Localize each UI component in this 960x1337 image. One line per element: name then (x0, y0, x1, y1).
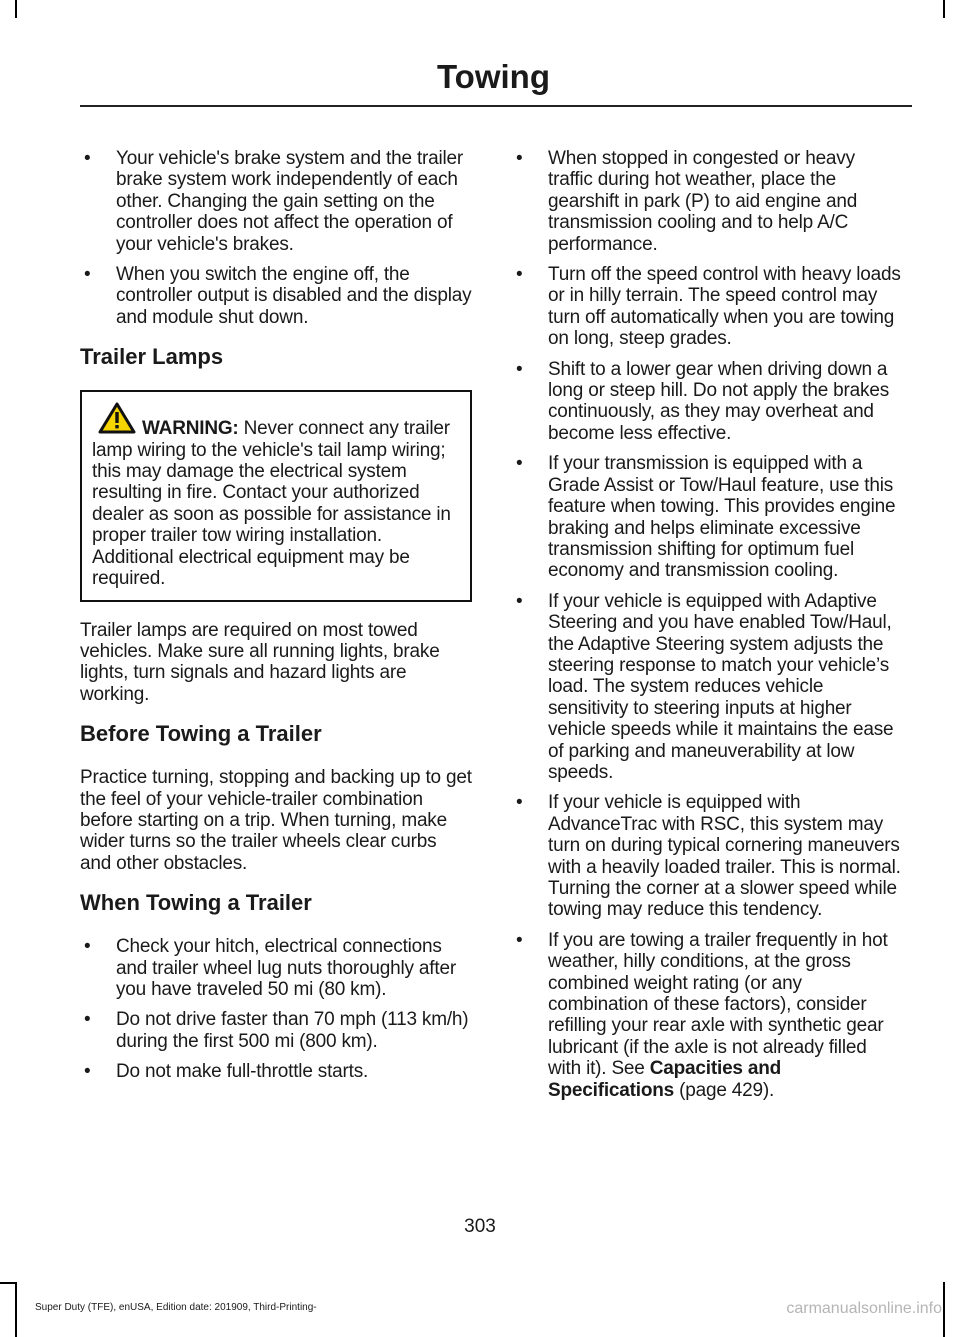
bullet-icon: • (516, 590, 523, 612)
warning-label: WARNING: (142, 418, 239, 440)
cross-reference-link[interactable]: Capacities and Specifications (548, 1058, 782, 1101)
list-item: • Your vehicle's brake system and the trailer brake system work independently of each other. Changing the gain setting on the controller does not affect the operation of your vehicle's brakes. (84, 148, 464, 255)
warning-box (80, 390, 472, 601)
bullet-icon: • (84, 264, 91, 286)
list-item: • If your vehicle is equipped with Adaptive Steering and you have enabled Tow/Haul, the Adaptive Steering system adjusts the steering response to match your vehicle’s load. The system reduces vehicle sensitivity to steering inputs at higher vehicle speeds while it maintains the ease of parking and maneuverability at low speeds. (516, 590, 894, 783)
list-item: • When you switch the engine off, the controller output is disabled and the display and module shut down. (84, 264, 472, 328)
bullet-list-when-towing (80, 936, 472, 1082)
paragraph-before-towing: Practice turning, stopping and backing up to get the feel of your vehicle-trailer combination before starting on a trip. When turning, make wider turns so the trailer wheels clear curbs and other obstacles. (80, 767, 472, 874)
paragraph-trailer-lamps: Trailer lamps are required on most towed vehicles. Make sure all running lights, brake lights, turn signals and hazard lights are working. (80, 619, 440, 705)
crop-mark-top-right-v (943, 0, 945, 18)
left-column (80, 148, 472, 1092)
bullet-icon: • (516, 792, 523, 814)
list-item: • Do not drive faster than 70 mph (113 km/h) during the first 500 mi (800 km). (84, 1009, 469, 1052)
bullet-list-top (80, 148, 472, 328)
footer-edition-info: Super Duty (TFE), enUSA, Edition date: 201909, Third-Printing- (35, 1302, 317, 1313)
section-heading-when-towing: When Towing a Trailer (80, 890, 312, 916)
list-item: • If your vehicle is equipped with AdvanceTrac with RSC, this system may turn on during typical cornering maneuvers with a heavily loaded trailer. This is normal. Turning the corner at a slower speed while towing may reduce this tendency. (516, 792, 901, 921)
list-item: • If your transmission is equipped with a Grade Assist or Tow/Haul feature, use this feature when towing. This provides engine braking and helps eliminate excessive transmission shifting for optimum fuel economy and transmission cooling. (516, 453, 896, 582)
bullet-icon: • (516, 929, 523, 951)
crop-mark-bottom-left-h (0, 1282, 17, 1284)
crop-mark-top-left-v (15, 0, 17, 18)
list-item: • If you are towing a trailer frequently in hot weather, hilly conditions, at the gross combined weight rating (or any combination of these factors), consider refilling your rear axle with synthetic gear lubricant (if the axle is not already filled with it). See Capacities and Specifications (page 429). (516, 929, 888, 1101)
bullet-list-right (512, 148, 904, 1101)
page-title: Towing (436, 58, 550, 95)
warning-triangle-icon (98, 402, 136, 439)
list-item: • When stopped in congested or heavy traffic during hot weather, place the gearshift in park (P) to aid engine and transmission cooling and to help A/C performance. (516, 148, 858, 255)
section-heading-trailer-lamps: Trailer Lamps (80, 344, 224, 370)
bullet-icon: • (516, 453, 523, 475)
bullet-icon: • (84, 148, 91, 169)
bullet-icon: • (516, 264, 523, 286)
section-heading-before-towing: Before Towing a Trailer (80, 721, 322, 747)
list-item: • Check your hitch, electrical connections and trailer wheel lug nuts thoroughly after you have traveled 50 mi (80 km). (84, 936, 456, 1000)
page-number: 303 (464, 1216, 496, 1237)
header-divider (80, 105, 912, 107)
bullet-icon: • (84, 1009, 91, 1031)
page-reference: (page 429). (674, 1079, 775, 1101)
bullet-icon: • (84, 936, 91, 958)
bullet-icon: • (84, 1061, 91, 1083)
crop-mark-bottom-left-v (15, 1282, 17, 1337)
warning-text: Never connect any trailer lamp wiring to the vehicle's tail lamp wiring; this may damage the electrical system resulting in fire. Contact your authorized dealer as soon as possible for assistance in proper trailer tow wiring installation. Additional electrical equipment may be required. (92, 418, 451, 590)
bullet-icon: • (516, 358, 523, 380)
list-item: • Do not make full-throttle starts. (84, 1061, 369, 1083)
bullet-icon: • (516, 148, 523, 169)
right-column (512, 148, 904, 1110)
list-item: • Turn off the speed control with heavy loads or in hilly terrain. The speed control may turn off automatically when you are towing on long, steep grades. (516, 264, 901, 350)
list-item: • Shift to a lower gear when driving down a long or steep hill. Do not apply the brakes continuously, as they may overheat and become less effective. (516, 358, 889, 444)
watermark: carmanualsonline.info (786, 1300, 942, 1317)
crop-mark-bottom-right-v (943, 1282, 945, 1337)
